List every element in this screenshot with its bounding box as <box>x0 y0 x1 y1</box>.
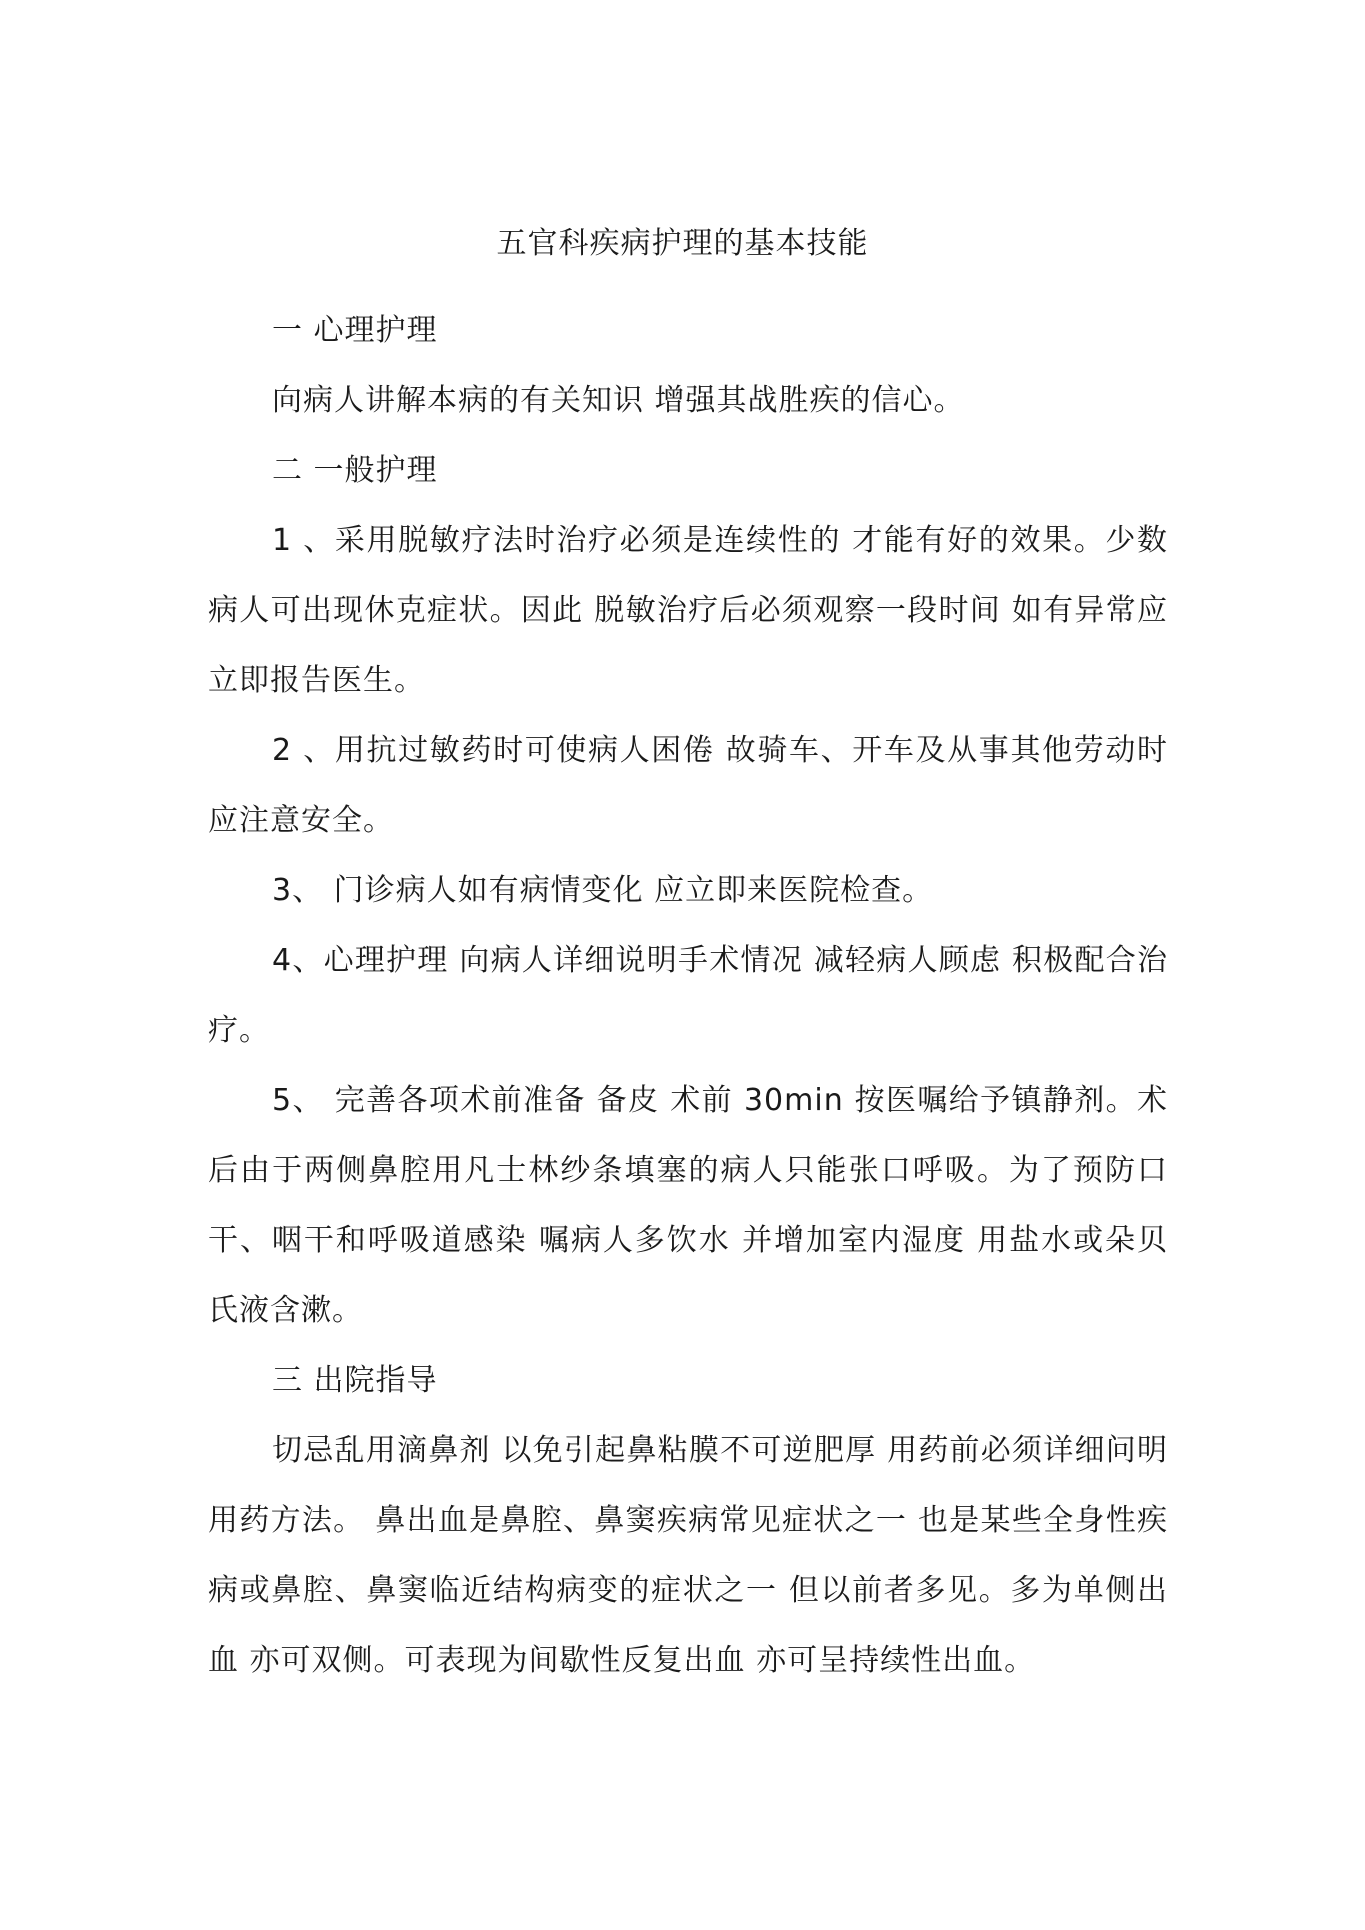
section-heading-psychological-care: 一 心理护理 <box>272 313 438 348</box>
section-heading-general-care: 二 一般护理 <box>272 453 438 488</box>
paragraph: 3、 门诊病人如有病情变化 应立即来医院检查。 <box>272 873 934 908</box>
paragraph: 向病人讲解本病的有关知识 增强其战胜疾的信心。 <box>272 383 965 418</box>
paragraph: 5、 完善各项术前准备 备皮 术前 30min 按医嘱给予镇静剂。术后由于两侧鼻腔用凡士林纱条填塞的病人只能张口呼吸。为了预防口干、咽干和呼吸道感染 嘱病人多饮水 并增加室内湿度 用盐水或朵贝氏液含漱。 <box>208 1083 1168 1328</box>
paragraph: 2 、用抗过敏药时可使病人困倦 故骑车、开车及从事其他劳动时应注意安全。 <box>208 733 1168 838</box>
document-body <box>208 296 1168 1696</box>
section-heading-discharge-guidance: 三 出院指导 <box>272 1363 438 1398</box>
paragraph: 切忌乱用滴鼻剂 以免引起鼻粘膜不可逆肥厚 用药前必须详细问明用药方法。 鼻出血是鼻腔、鼻窦疾病常见症状之一 也是某些全身性疾病或鼻腔、鼻窦临近结构病变的症状之一 但以前者多见。多为单侧出血 亦可双侧。可表现为间歇性反复出血 亦可呈持续性出血。 <box>208 1433 1168 1678</box>
page-title: 五官科疾病护理的基本技能 <box>496 226 869 261</box>
paragraph: 4、心理护理 向病人详细说明手术情况 减轻病人顾虑 积极配合治疗。 <box>208 943 1168 1048</box>
paragraph: 1 、采用脱敏疗法时治疗必须是连续性的 才能有好的效果。少数病人可出现休克症状。因此 脱敏治疗后必须观察一段时间 如有异常应立即报告医生。 <box>208 523 1168 698</box>
